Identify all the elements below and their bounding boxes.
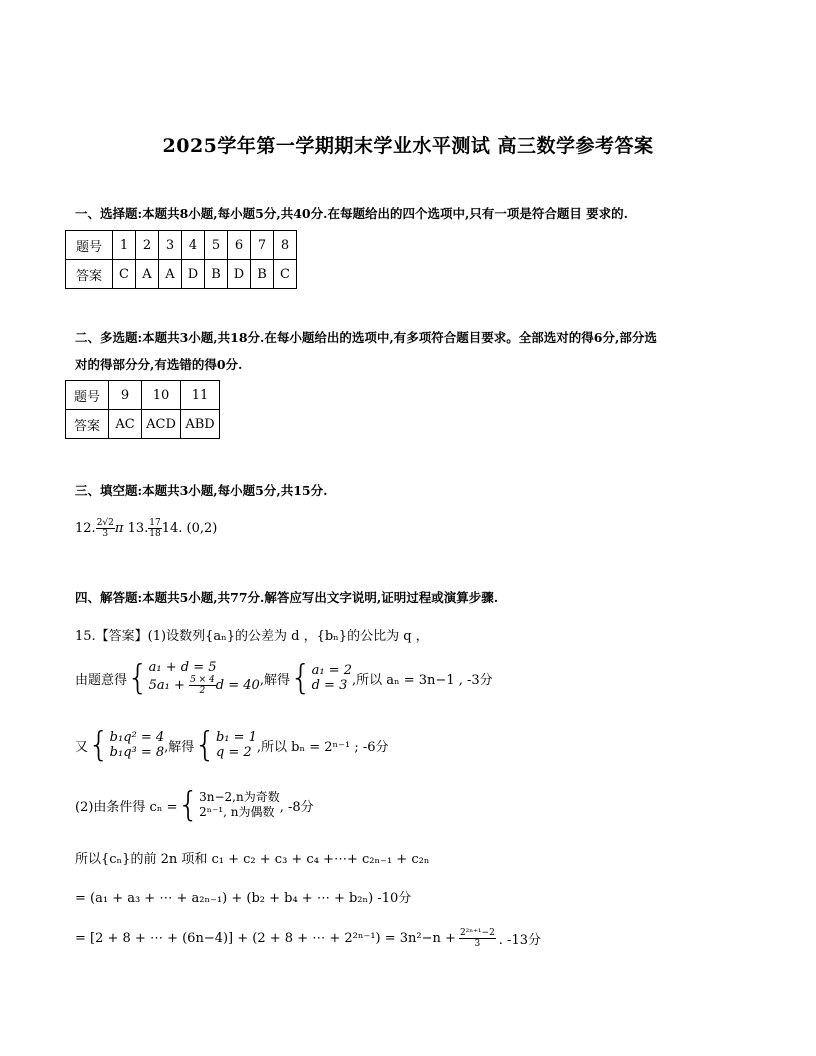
section2-heading-line2: 对的得部分分,有选错的得0分. bbox=[75, 357, 243, 372]
table-cell: A bbox=[136, 260, 159, 289]
left-brace: { bbox=[177, 785, 200, 825]
section1-heading: 一、选择题:本题共8小题,每小题5分,共40分.在每题给出的四个选项中,只有一项是符合题目 要求的. bbox=[75, 206, 629, 221]
table-cell: 5 bbox=[205, 231, 228, 260]
p15-line2 bbox=[75, 660, 493, 696]
section3-heading: 三、填空题:本题共3小题,每小题5分,共15分. bbox=[75, 483, 328, 498]
table-cell: B bbox=[251, 260, 274, 289]
p15-l2-mid: ,解得 bbox=[259, 672, 290, 688]
p15-l4-tail: , -8分 bbox=[279, 799, 314, 815]
p15-l3-prefix: 又 bbox=[75, 739, 89, 755]
p15-line4 bbox=[75, 785, 314, 825]
row-label-question: 题号 bbox=[66, 231, 113, 260]
piecewise-cases: 3n−2,n为奇数 2ⁿ⁻¹, n为偶数 bbox=[199, 790, 280, 819]
p15-l2-tail: ,所以 aₙ = 3n−1 , -3分 bbox=[351, 672, 493, 688]
p15-l3-mid: ,解得 bbox=[164, 739, 195, 755]
equation-system: a₁ + d = 5 5a₁ + $\frac{5 \times 4}{2}$ d = 40 bbox=[148, 660, 260, 696]
table-row bbox=[66, 260, 297, 289]
table-cell: D bbox=[228, 260, 251, 289]
sum-fraction: $\frac{\text{2²ⁿ⁺¹−2}}{3}$ bbox=[459, 928, 495, 949]
solution-system: a₁ = 2 d = 3 bbox=[311, 663, 352, 693]
table-row bbox=[66, 410, 220, 439]
q13-fraction: $\frac{17}{18}$ bbox=[149, 518, 161, 539]
row-label-answer: 答案 bbox=[66, 410, 109, 439]
p15-line3 bbox=[75, 725, 389, 765]
p15-line5: 所以{cₙ}的前 2n 项和 c₁ + c₂ + c₃ + c₄ +⋯+ c₂ₙ₋₁ + c₂ₙ bbox=[75, 852, 430, 867]
q13-label: 13. bbox=[127, 521, 149, 536]
table-cell: A bbox=[159, 260, 182, 289]
table-row bbox=[66, 231, 297, 260]
table-cell: C bbox=[113, 260, 136, 289]
table-cell: C bbox=[274, 260, 297, 289]
left-brace: { bbox=[127, 658, 149, 698]
table-cell: 4 bbox=[182, 231, 205, 260]
q12-fraction: $\frac{2√2}{3}$ bbox=[96, 518, 114, 539]
p15-line6: = (a₁ + a₃ + ⋯ + a₂ₙ₋₁) + (b₂ + b₄ + ⋯ + b₂ₙ) -10分 bbox=[75, 891, 412, 906]
row-label-question: 题号 bbox=[66, 381, 109, 410]
p15-line1: 15.【答案】(1)设数列{aₙ}的公差为 d ，{bₙ}的公比为 q ， bbox=[75, 629, 429, 644]
q12-pi: π bbox=[114, 521, 124, 536]
page-title: 2025学年第一学期期末学业水平测试 高三数学参考答案 bbox=[162, 135, 654, 157]
left-brace: { bbox=[194, 725, 216, 765]
table-cell: 6 bbox=[228, 231, 251, 260]
solution-system: b₁ = 1 q = 2 bbox=[215, 730, 257, 760]
table-row bbox=[66, 381, 220, 410]
p15-line7: = [2 + 8 + ⋯ + (6n−4)] + (2 + 8 + ⋯ + 2²ⁿ⁻¹) = 3n²−n + $\frac{\text{2²ⁿ⁺¹−2}}{3}$ . -13分 bbox=[75, 928, 541, 949]
table-cell: D bbox=[182, 260, 205, 289]
table-cell: AC bbox=[109, 410, 142, 439]
table-cell: 2 bbox=[136, 231, 159, 260]
table-cell: ABD bbox=[181, 410, 220, 439]
p15-l4-prefix: (2)由条件得 cₙ = bbox=[75, 799, 178, 815]
row-label-answer: 答案 bbox=[66, 260, 113, 289]
left-brace: { bbox=[289, 658, 312, 698]
section2-answer-table bbox=[65, 380, 220, 439]
section4-heading: 四、解答题:本题共5小题,共77分.解答应写出文字说明,证明过程或演算步骤. bbox=[75, 590, 499, 605]
p15-l3-tail: ,所以 bₙ = 2ⁿ⁻¹ ; -6分 bbox=[256, 739, 389, 755]
table-cell: 3 bbox=[159, 231, 182, 260]
table-cell: 9 bbox=[109, 381, 142, 410]
table-cell: 11 bbox=[181, 381, 220, 410]
table-cell: 10 bbox=[142, 381, 181, 410]
section2-heading-line1: 二、多选题:本题共3小题,共18分.在每小题给出的选项中,有多项符合题目要求。全部选对的得6分,部分选 bbox=[75, 330, 657, 345]
equation-system: b₁q² = 4 b₁q³ = 8 bbox=[109, 730, 165, 760]
table-cell: 1 bbox=[113, 231, 136, 260]
table-cell: B bbox=[205, 260, 228, 289]
q14-answer: 14. (0,2) bbox=[161, 521, 218, 536]
fill-in-answers bbox=[75, 518, 217, 539]
q12-label: 12. bbox=[75, 521, 96, 536]
table-cell: 7 bbox=[251, 231, 274, 260]
p15-l2-prefix: 由题意得 bbox=[75, 672, 128, 688]
table-cell: ACD bbox=[142, 410, 181, 439]
table-cell: 8 bbox=[274, 231, 297, 260]
section1-answer-table bbox=[65, 230, 297, 289]
left-brace: { bbox=[88, 725, 110, 765]
